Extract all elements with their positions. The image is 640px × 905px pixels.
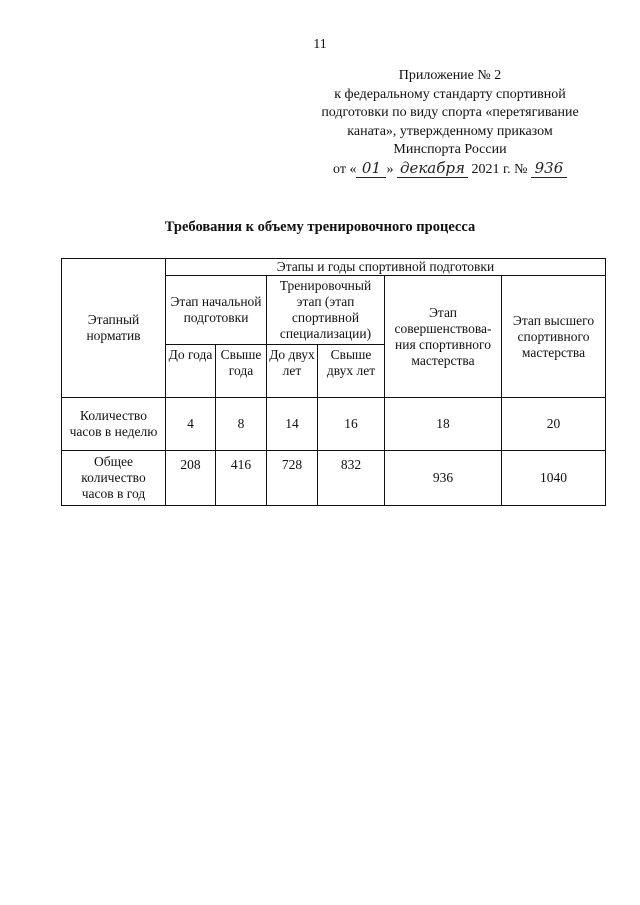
date-prefix: от «	[333, 161, 357, 177]
table-cell: 832	[318, 451, 385, 506]
row-label: Общее количество часов в год	[62, 451, 166, 506]
table-cell: 4	[166, 398, 216, 451]
annex-line-1: Приложение № 2	[398, 68, 502, 83]
document-title: Требования к объему тренировочного процесса	[164, 219, 476, 235]
header-training-upto: До двух лет	[267, 345, 318, 398]
year-text: 2021 г. №	[471, 161, 528, 177]
header-stage-higher: Этап высшего спортивного мастерства	[502, 276, 606, 398]
table-cell: 728	[267, 451, 318, 506]
header-initial-over: Свыше года	[216, 345, 267, 398]
handwritten-order-number: 936	[531, 160, 567, 178]
row-label: Количество часов в неделю	[62, 398, 166, 451]
table-cell: 14	[267, 398, 318, 451]
header-initial-upto: До года	[166, 345, 216, 398]
page-number: 11	[313, 37, 327, 52]
table-cell: 416	[216, 451, 267, 506]
annex-line-3: подготовки по виду спорта «перетягивание	[321, 105, 579, 120]
table-cell: 208	[166, 451, 216, 506]
table-row	[62, 398, 606, 451]
annex-line-4: каната», утвержденному приказом	[347, 123, 553, 139]
header-stage-training: Тренировочный этап (этап спортивной специализации)	[267, 276, 385, 345]
header-training-over: Свыше двух лет	[318, 345, 385, 398]
table-cell: 936	[385, 451, 502, 506]
table-cell: 20	[502, 398, 606, 451]
annex-line-2: к федеральному стандарту спортивной	[334, 86, 566, 102]
annex-line-5: Минспорта России	[393, 142, 507, 157]
date-mid: »	[386, 161, 394, 177]
annex-header	[300, 67, 600, 179]
handwritten-month: декабря	[397, 160, 468, 178]
header-stage-initial: Этап начальной подготовки	[166, 276, 267, 345]
requirements-table	[61, 258, 606, 506]
header-stage-perfection: Этап совершенствова-ния спортивного мастерства	[385, 276, 502, 398]
table-row	[62, 451, 606, 506]
table-cell: 16	[318, 398, 385, 451]
table-cell: 1040	[502, 451, 606, 506]
table-cell: 8	[216, 398, 267, 451]
header-stages-years: Этапы и годы спортивной подготовки	[166, 259, 606, 276]
order-date-line	[300, 160, 600, 180]
table-cell: 18	[385, 398, 502, 451]
handwritten-day: 01	[356, 160, 386, 178]
header-norm: Этапный норматив	[62, 259, 166, 398]
